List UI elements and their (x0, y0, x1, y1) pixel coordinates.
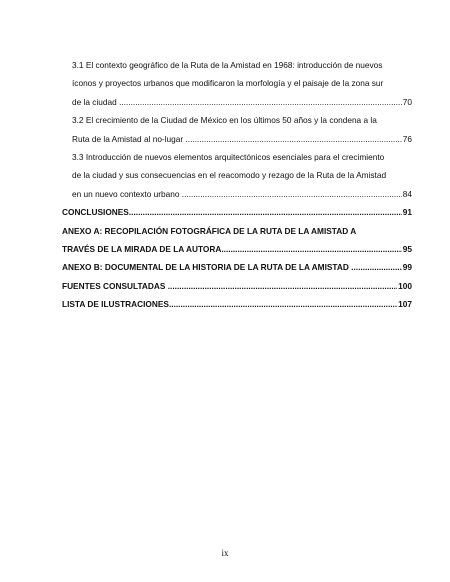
toc-entry-anexo-b (62, 258, 412, 276)
toc-text-line: íconos y proyectos urbanos que modificaron la morfología y el paisaje de la zona sur (72, 78, 384, 89)
toc-title: LISTA DE ILUSTRACIONES ..... (62, 295, 397, 313)
toc-page-number: 100 (398, 280, 412, 291)
toc-page-number: 84 (402, 188, 412, 199)
toc-text-line: 3.1 El contexto geográfico de la Ruta de la Amistad en 1968: introducción de nuevos (72, 60, 383, 70)
toc-leader-line (62, 258, 412, 276)
toc-text-line: 3.2 El crecimiento de la Ciudad de México en los últimos 50 años y la condena a la (72, 115, 377, 126)
toc-leader-line (72, 130, 412, 148)
table-of-contents (62, 56, 412, 314)
toc-entry-anexo-a (62, 222, 412, 259)
toc-entry-3-3 (62, 148, 412, 203)
toc-page-number: 91 (402, 207, 412, 218)
toc-page-number: 99 (402, 262, 412, 273)
toc-entry-3-1 (62, 56, 412, 111)
toc-leader-line (62, 240, 412, 258)
toc-entry-3-2 (62, 111, 412, 148)
toc-title-tail: TRAVÉS DE LA MIRADA DE LA AUTORA ..... (62, 240, 402, 258)
toc-title-tail: Ruta de la Amistad al no-lugar ..... (72, 130, 402, 148)
toc-leader-line (62, 277, 412, 295)
toc-entry-conclusiones (62, 203, 412, 221)
toc-leader-line (62, 295, 412, 313)
toc-entry-fuentes (62, 277, 412, 295)
toc-page-number: 76 (402, 133, 412, 144)
toc-page-number: 107 (398, 299, 412, 310)
toc-page-number: 70 (402, 96, 412, 107)
toc-entry-ilustraciones (62, 295, 412, 313)
toc-leader-line (72, 93, 412, 111)
toc-title: CONCLUSIONES ..... (62, 203, 402, 221)
toc-title-tail: de la ciudad ..... (72, 93, 402, 111)
toc-title: ANEXO B: DOCUMENTAL DE LA HISTORIA DE LA RUTA DE LA AMISTAD ..... (62, 258, 402, 276)
toc-text-line: 3.3 Introducción de nuevos elementos arquitectónicos esenciales para el crecimiento (72, 152, 385, 163)
toc-title-tail: en un nuevo contexto urbano ..... (72, 185, 402, 203)
toc-leader-line (72, 185, 412, 203)
toc-text-line: de la ciudad y sus consecuencias en el reacomodo y rezago de la Ruta de la Amistad (72, 170, 387, 181)
toc-page-number: 95 (402, 244, 412, 255)
toc-text-line: ANEXO A: RECOPILACIÓN FOTOGRÁFICA DE LA RUTA DE LA AMISTAD A (62, 225, 357, 236)
page-number: ix (221, 548, 229, 558)
toc-title: FUENTES CONSULTADAS ..... (62, 277, 397, 295)
toc-leader-line (62, 203, 412, 221)
